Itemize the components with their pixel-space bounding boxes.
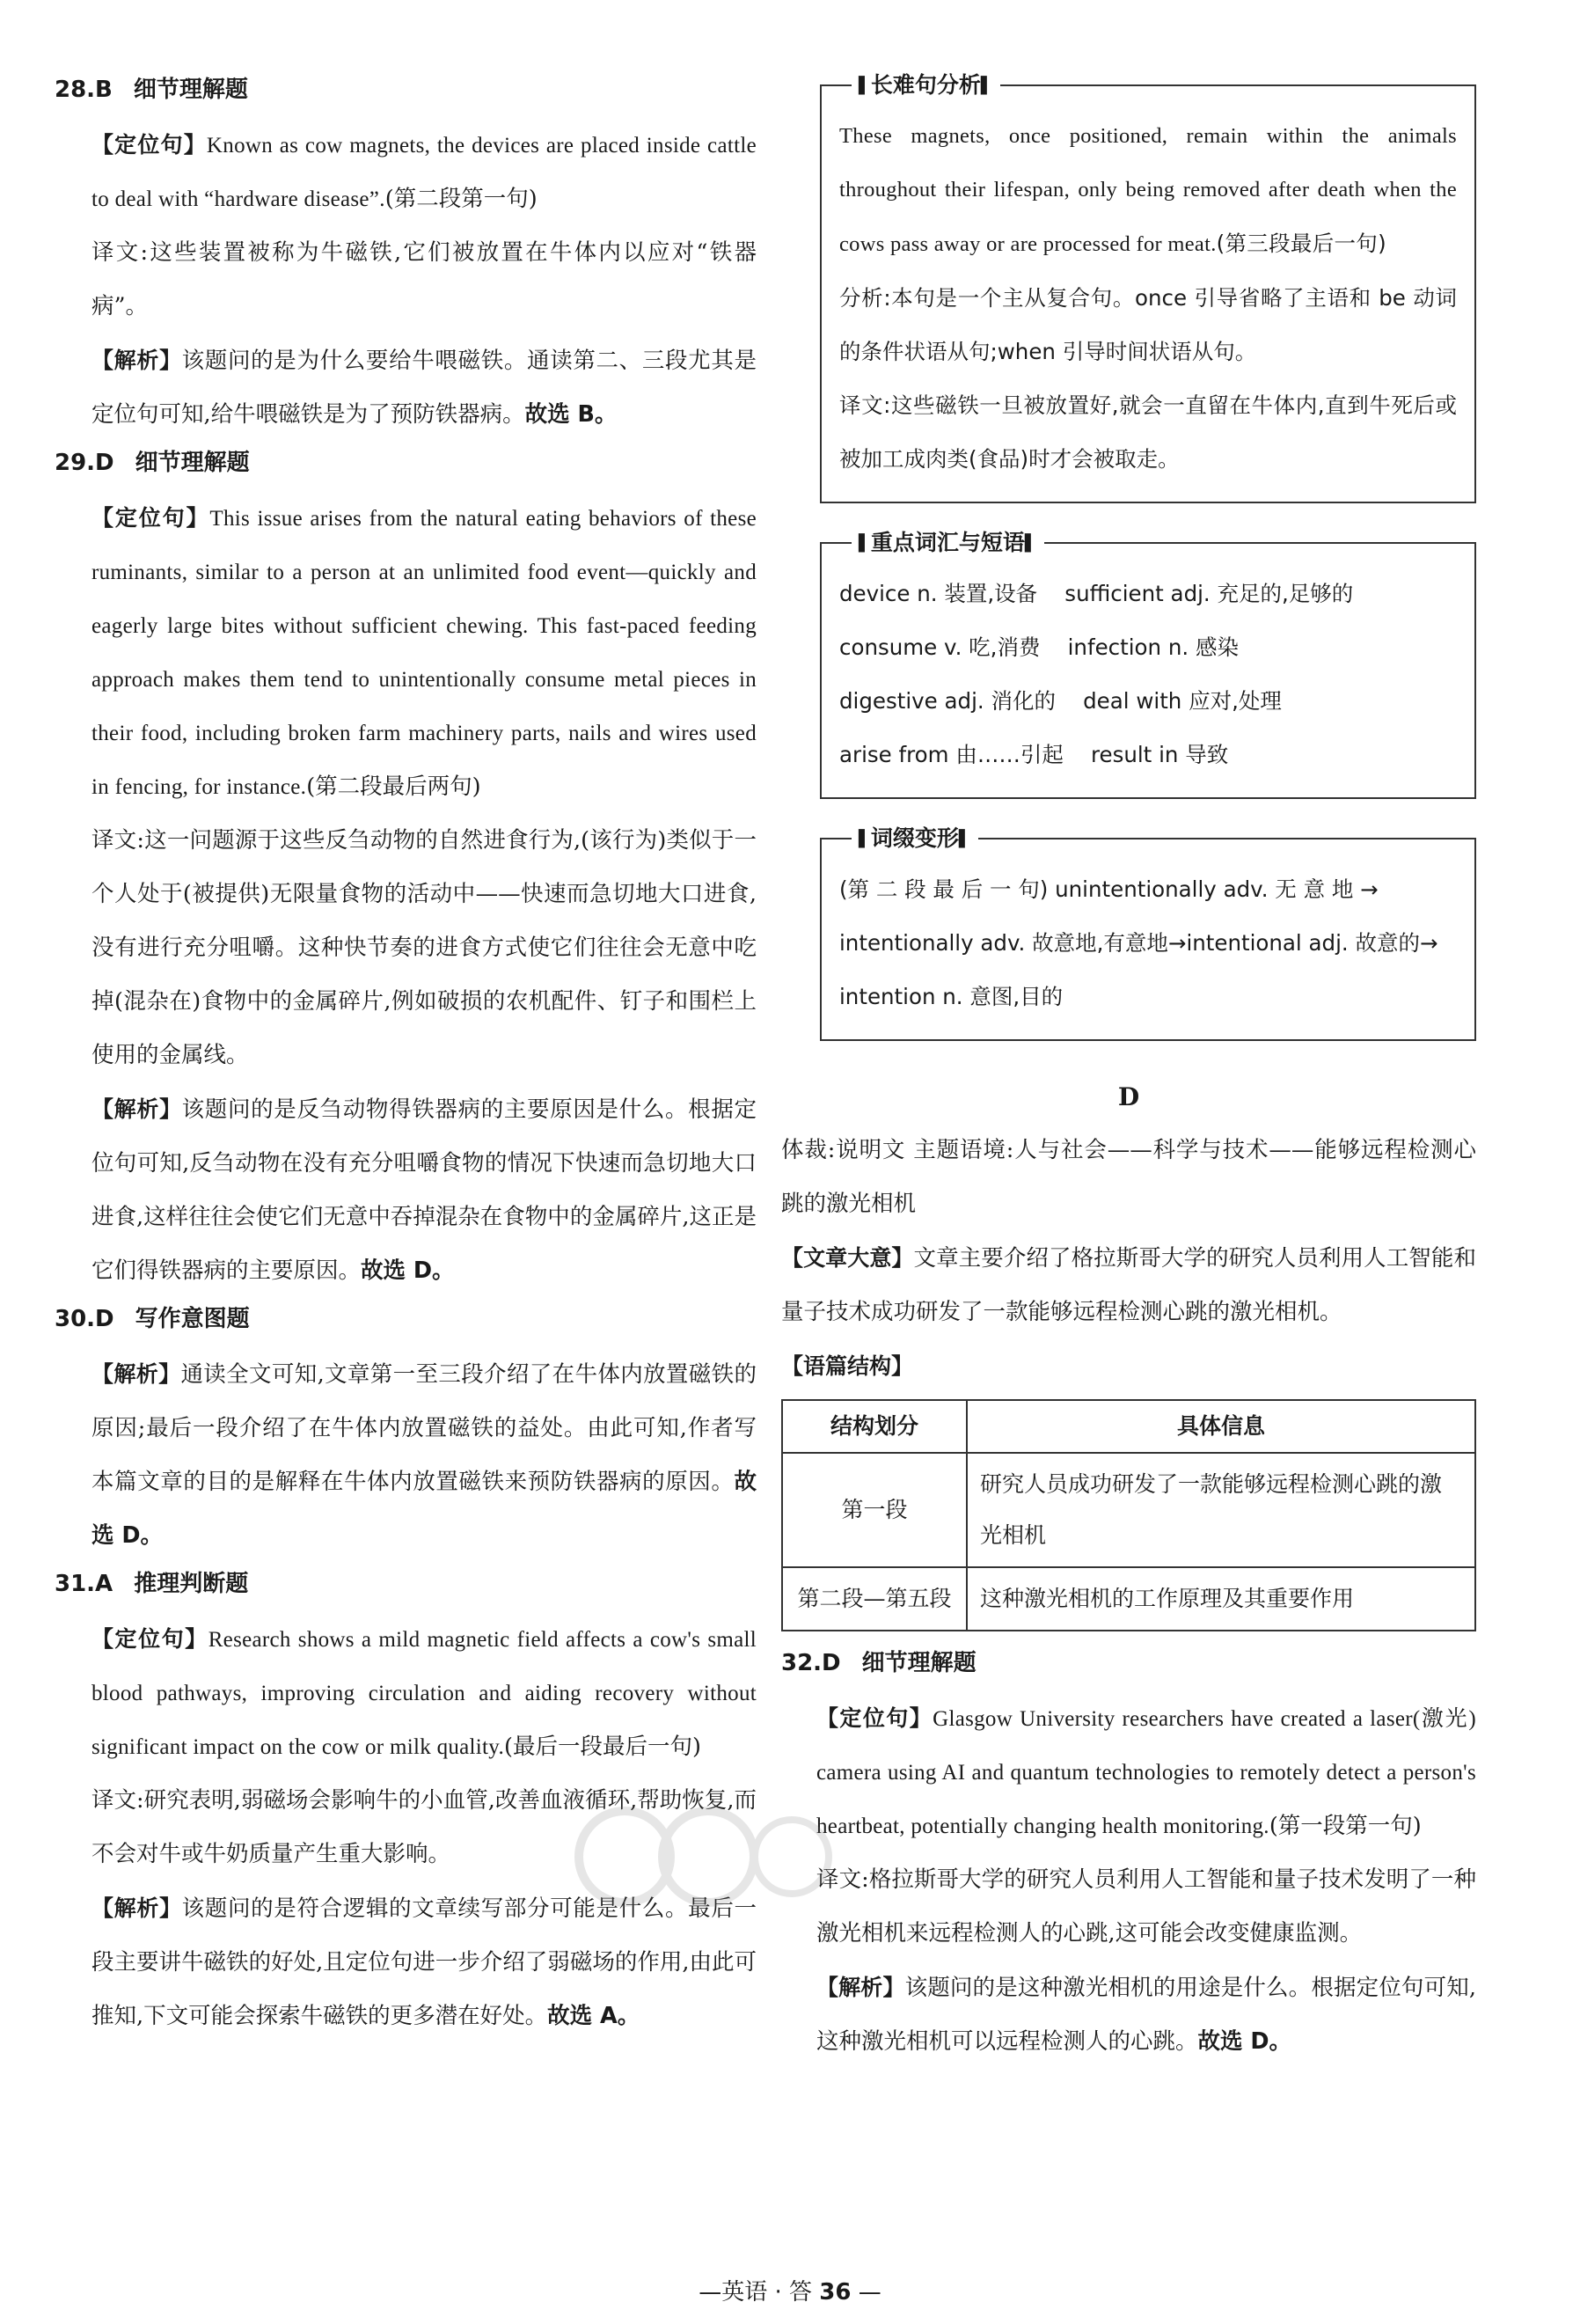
long-sentence-english: These magnets, once positioned, remain within the animals throughout their lifespan, only being removed after death when the cows pass away or are processed for meat.(第三段最后一句) (839, 124, 1457, 256)
locator-source: (第二段第一句) (384, 186, 538, 212)
answer: 故选 B。 (524, 401, 618, 428)
question-type: 细节理解题 (133, 77, 248, 103)
long-sentence-box (820, 72, 1476, 503)
table-header: 结构划分 (782, 1400, 967, 1453)
translation-tag: 译文: (91, 239, 149, 266)
analysis-text: 该题问的是符合逻辑的文章续写部分可能是什么。最后一段主要讲牛磁铁的好处,且定位句进一步介绍了弱磁场的作用,由此可推知,下文可能会探索牛磁铁的更多潜在好处。 (91, 1895, 757, 2029)
genre-line: 体裁:说明文 主题语境:人与社会——科学与技术——能够远程检测心跳的激光相机 (781, 1137, 1476, 1217)
analysis-tag: 【解析】 (91, 348, 182, 373)
locator-english: Known as cow magnets, the devices are placed inside cattle to deal with “hardware disease”. (91, 134, 757, 211)
analysis (55, 334, 757, 442)
question-type: 推理判断题 (134, 1571, 249, 1597)
structure-table (781, 1399, 1476, 1631)
question-number: 29.D (55, 450, 114, 476)
box-title: ▌ 长难句分析 ▌ (852, 70, 1000, 101)
question-32-header (781, 1647, 1476, 1679)
long-sentence-translation: 译文:这些磁铁一旦被放置好,就会一直留在牛体内,直到牛死后或被加工成肉类(食品)时才会被取走。 (839, 392, 1457, 472)
locator-source: (第二段最后两句) (306, 773, 481, 800)
affix-line: intention n. 意图,目的 (839, 984, 1064, 1009)
structure-heading: 【语篇结构】 (781, 1353, 914, 1379)
footer-label: —英语 · 答 (699, 2279, 820, 2306)
affix-box (820, 825, 1476, 1041)
table-row (782, 1453, 1475, 1567)
locator-english: Glasgow University researchers have created a laser(激光) camera using AI and quantum technologies to remotely detect a person's heartbeat, potentially changing health monitoring. (816, 1707, 1476, 1838)
summary-tag: 【文章大意】 (781, 1245, 914, 1271)
locator-source: (最后一段最后一句) (504, 1734, 701, 1760)
analysis-tag: 【解析】 (816, 1975, 905, 2000)
translation-text: 这些装置被称为牛磁铁,它们被放置在牛体内以应对“铁器病”。 (91, 239, 757, 319)
answer: 故选 D。 (361, 1257, 455, 1284)
translation (55, 814, 757, 1082)
vocab-line: device n. 装置,设备 sufficient adj. 充足的,足够的 (839, 581, 1354, 606)
table-header-row (782, 1400, 1475, 1453)
table-cell: 研究人员成功研发了一款能够远程检测心跳的激光相机 (967, 1453, 1475, 1567)
answer: 故选 D。 (91, 1469, 757, 1549)
table-cell: 第二段—第五段 (782, 1567, 967, 1631)
analysis-text: 该题问的是为什么要给牛喂磁铁。通读第二、三段尤其是定位句可知,给牛喂磁铁是为了预防铁器病。 (91, 348, 757, 428)
table-header: 具体信息 (967, 1400, 1475, 1453)
analysis (781, 1961, 1476, 2069)
vocabulary-box (820, 530, 1476, 799)
locator-english: Research shows a mild magnetic field affects a cow's small blood pathways, improving circulation and aiding recovery without significant impact on the cow or milk quality. (91, 1628, 757, 1759)
box-title: ▌ 重点词汇与短语 ▌ (852, 528, 1044, 559)
affix-line: intentionally adv. 故意地,有意地→intentional adj. 故意的→ (839, 930, 1438, 956)
locator-tag: 【定位句】 (91, 505, 210, 531)
analysis-text: 该题问的是反刍动物得铁器病的主要原因是什么。根据定位句可知,反刍动物在没有充分咀嚼食物的情况下快速而急切地大口进食,这样往往会使它们无意中吞掉混杂在食物中的金属碎片,这正是它们得铁器病的主要原因。 (91, 1096, 757, 1284)
analysis-text: 通读全文可知,文章第一至三段介绍了在牛体内放置磁铁的原因;最后一段介绍了在牛体内放置磁铁的益处。由此可知,作者写本篇文章的目的是解释在牛体内放置磁铁来预防铁器病的原因。 (91, 1361, 757, 1495)
locator-tag: 【定位句】 (816, 1705, 933, 1731)
locator-sentence (55, 1612, 757, 1774)
translation-tag: 译文: (816, 1866, 869, 1893)
left-column (55, 69, 757, 2043)
question-number: 32.D (781, 1650, 841, 1676)
vocab-line: arise from 由……引起 result in 导致 (839, 742, 1229, 767)
locator-tag: 【定位句】 (91, 1626, 208, 1652)
box-title: ▌ 词缀变形 ▌ (852, 824, 978, 854)
vocab-line: consume v. 吃,消费 infection n. 感染 (839, 634, 1239, 660)
translation-tag: 译文: (91, 1787, 144, 1814)
translation-text: 这一问题源于这些反刍动物的自然进食行为,(该行为)类似于一个人处于(被提供)无限量食物的活动中——快速而急切地大口进食,没有进行充分咀嚼。这种快节奏的进食方式使它们往往会无意中吃掉(混杂在)食物中的金属碎片,例如破损的农机配件、钉子和围栏上使用的金属线。 (91, 827, 757, 1068)
locator-english: This issue arises from the natural eating behaviors of these ruminants, similar to a person at an unlimited food event—quickly and eagerly large bites without sufficient chewing. This fast-paced feeding approach makes them tend to unintentionally consume metal pieces in their food, including broken farm machinery parts, nails and wires used in fencing, for instance. (91, 507, 757, 799)
translation (55, 1774, 757, 1881)
affix-line: (第 二 段 最 后 一 句) unintentionally adv. 无 意 地 → (839, 876, 1379, 902)
question-30-header (55, 1303, 757, 1335)
question-type: 细节理解题 (861, 1650, 977, 1676)
analysis (55, 1881, 757, 2043)
analysis-tag: 【解析】 (91, 1361, 181, 1387)
locator-sentence (55, 118, 757, 226)
locator-sentence (781, 1691, 1476, 1853)
answer: 故选 D。 (1197, 2028, 1292, 2055)
locator-sentence (55, 491, 757, 814)
table-cell: 这种激光相机的工作原理及其重要作用 (967, 1567, 1475, 1631)
table-row (782, 1567, 1475, 1631)
analysis-tag: 【解析】 (91, 1895, 182, 1921)
translation (781, 1853, 1476, 1961)
analysis (55, 1082, 757, 1298)
question-type: 写作意图题 (135, 1306, 250, 1332)
answer: 故选 A。 (547, 2003, 640, 2029)
question-28-header (55, 74, 757, 106)
question-number: 31.A (55, 1571, 113, 1597)
page-number: 36 (819, 2279, 852, 2306)
question-number: 28.B (55, 77, 113, 103)
page-footer (0, 2274, 1580, 2306)
analysis (55, 1347, 757, 1563)
question-29-header (55, 447, 757, 479)
vocab-line: digestive adj. 消化的 deal with 应对,处理 (839, 688, 1282, 714)
analysis-text: 该题问的是这种激光相机的用途是什么。根据定位句可知,这种激光相机可以远程检测人的心跳。 (816, 1975, 1476, 2055)
question-31-header (55, 1568, 757, 1600)
long-sentence-source: (第三段最后一句) (1216, 231, 1386, 256)
analysis-tag: 【解析】 (91, 1096, 182, 1122)
translation-tag: 译文: (91, 827, 144, 854)
right-column (781, 72, 1476, 2069)
locator-source: (第一段第一句) (1269, 1813, 1422, 1839)
question-type: 细节理解题 (135, 450, 250, 476)
translation-text: 研究表明,弱磁场会影响牛的小血管,改善血液循环,帮助恢复,而不会对牛或牛奶质量产生重大影响。 (91, 1787, 757, 1867)
translation (55, 226, 757, 334)
long-sentence-analysis: 分析:本句是一个主从复合句。once 引导省略了主语和 be 动词的条件状语从句;when 引导时间状语从句。 (839, 285, 1457, 364)
summary-text: 文章主要介绍了格拉斯哥大学的研究人员利用人工智能和量子技术成功研发了一款能够远程检测心跳的激光相机。 (781, 1245, 1476, 1325)
table-cell: 第一段 (782, 1453, 967, 1567)
locator-tag: 【定位句】 (91, 132, 207, 158)
translation-text: 格拉斯哥大学的研究人员利用人工智能和量子技术发明了一种激光相机来远程检测人的心跳,这可能会改变健康监测。 (816, 1866, 1476, 1946)
passage-letter: D (1117, 1082, 1140, 1111)
question-number: 30.D (55, 1306, 114, 1332)
footer-suffix: — (851, 2279, 881, 2306)
summary (781, 1231, 1476, 1339)
